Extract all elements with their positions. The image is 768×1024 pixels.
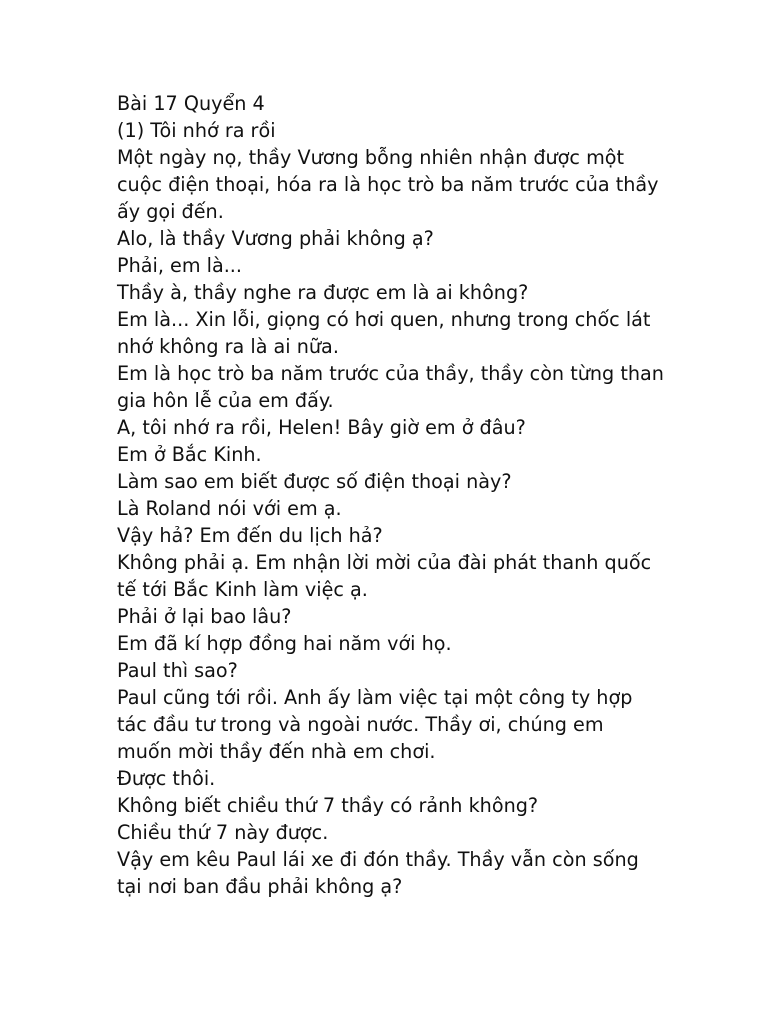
text-line: Không phải ạ. Em nhận lời mời của đài phát thanh quốc [117, 551, 652, 574]
text-line: Vậy em kêu Paul lái xe đi đón thầy. Thầy vẫn còn sống [117, 848, 639, 871]
text-line: tế tới Bắc Kinh làm việc ạ. [117, 578, 368, 601]
text-line: Em đã kí hợp đồng hai năm với họ. [117, 632, 452, 655]
text-line: tác đầu tư trong và ngoài nước. Thầy ơi, chúng em [117, 713, 604, 736]
text-line: Phải ở lại bao lâu? [117, 605, 292, 628]
text-line: Chiều thứ 7 này được. [117, 821, 329, 844]
text-line: Không biết chiều thứ 7 thầy có rảnh không? [117, 794, 539, 817]
text-line: Em là học trò ba năm trước của thầy, thầy còn từng than [117, 362, 664, 385]
text-line: Làm sao em biết được số điện thoại này? [117, 470, 512, 493]
section-heading: (1) Tôi nhớ ra rồi [117, 119, 276, 142]
document-text [117, 90, 677, 900]
text-line: Alo, là thầy Vương phải không ạ? [117, 227, 434, 250]
text-line: Vậy hả? Em đến du lịch hả? [117, 524, 383, 547]
text-line: Em là... Xin lỗi, giọng có hơi quen, nhưng trong chốc lát [117, 308, 651, 331]
text-line: Thầy à, thầy nghe ra được em là ai không? [117, 281, 529, 304]
lesson-title: Bài 17 Quyển 4 [117, 92, 265, 115]
text-line: Là Roland nói với em ạ. [117, 497, 342, 520]
text-line: gia hôn lễ của em đấy. [117, 389, 334, 412]
text-line: Paul cũng tới rồi. Anh ấy làm việc tại một công ty hợp [117, 686, 633, 709]
text-line: tại nơi ban đầu phải không ạ? [117, 875, 403, 898]
text-line: Em ở Bắc Kinh. [117, 443, 262, 466]
text-line: cuộc điện thoại, hóa ra là học trò ba năm trước của thầy [117, 173, 659, 196]
text-line: ấy gọi đến. [117, 200, 224, 223]
text-line: Paul thì sao? [117, 659, 238, 682]
text-line: A, tôi nhớ ra rồi, Helen! Bây giờ em ở đâu? [117, 416, 526, 439]
text-line: muốn mời thầy đến nhà em chơi. [117, 740, 436, 763]
text-line: Phải, em là... [117, 254, 242, 277]
text-line: Một ngày nọ, thầy Vương bỗng nhiên nhận được một [117, 146, 625, 169]
text-line: Được thôi. [117, 767, 216, 790]
text-line: nhớ không ra là ai nữa. [117, 335, 339, 358]
